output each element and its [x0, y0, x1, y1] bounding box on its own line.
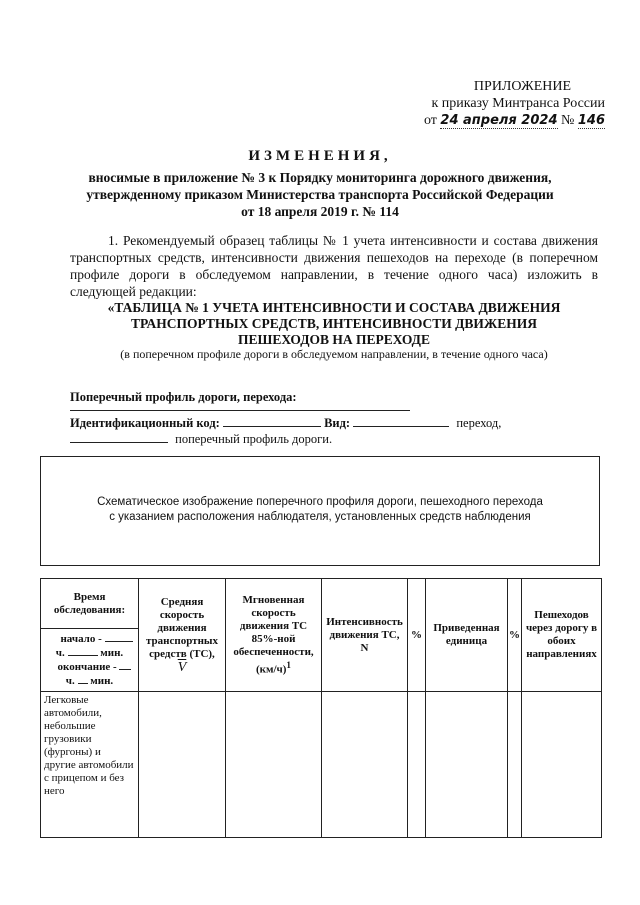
id-row [70, 414, 501, 431]
id-field-line [223, 414, 321, 427]
annex-number-label: № [561, 113, 575, 128]
monitoring-table [40, 578, 602, 838]
time-m2-label: мин. [90, 675, 114, 687]
annex-number-handwritten: 146 [577, 113, 605, 128]
col-speed-symbol: $\overline{V}$ [177, 659, 187, 675]
col-time-range [41, 629, 139, 692]
doc-subtitle-2: утвержденному приказом Министерства транспорта Российской Федерации [86, 187, 554, 202]
annex-block [400, 78, 605, 129]
time-start-line [105, 632, 133, 642]
row1-speed-cell [139, 692, 226, 838]
profile-label: Поперечный профиль дороги, перехода: [70, 390, 297, 404]
col-pct1-header: % [408, 579, 426, 692]
annex-date-line [400, 112, 605, 129]
row1-pct2-cell [508, 692, 522, 838]
col-intensity-header: Интенсивность движения ТС, N [322, 579, 408, 692]
table-header-row-1 [41, 579, 602, 629]
scheme-box [40, 456, 600, 566]
scheme-text-1: Схематическое изображение поперечного профиля дороги, пешеходного перехода [97, 496, 543, 508]
table-title-3: ПЕШЕХОДОВ НА ПЕРЕХОДЕ [238, 332, 430, 347]
time-h1-label: ч. [55, 647, 65, 659]
col-pedestrians-header: Пешеходов через дорогу в обоих направлениях [522, 579, 602, 692]
annex-line2: к приказу Минтранса России [431, 96, 605, 111]
paragraph-1 [70, 232, 598, 300]
row1-pct1-cell [408, 692, 426, 838]
col-time-header: Время обследования: [41, 579, 139, 629]
col-instant-header [226, 579, 322, 692]
id-label: Идентификационный код: [70, 416, 220, 430]
doc-subtitle-3: от 18 апреля 2019 г. № 114 [241, 204, 399, 219]
row1-pedestrians-cell [522, 692, 602, 838]
time-end-line [119, 660, 131, 670]
profile-field-line [70, 430, 168, 443]
col-reduced-header: Приведенная единица [426, 579, 508, 692]
time-start-label: начало - [60, 633, 102, 645]
col-instant-text: Мгновенная скорость движения ТС 85%-ной обеспеченности, (км/ч) [233, 593, 314, 676]
type-field-line [353, 414, 449, 427]
profile-row [70, 430, 332, 447]
time-m1-label: мин. [100, 647, 124, 659]
table-title-1: «ТАБЛИЦА № 1 УЧЕТА ИНТЕНСИВНОСТИ И СОСТАВА ДВИЖЕНИЯ [107, 300, 561, 315]
table-row [41, 692, 602, 838]
col-speed-text: Средняя скорость движения транспортных средств (ТС), [145, 595, 218, 660]
table-title-2: ТРАНСПОРТНЫХ СРЕДСТВ, ИНТЕНСИВНОСТИ ДВИЖЕНИЯ [130, 316, 538, 331]
paragraph-1-text: 1. Рекомендуемый образец таблицы № 1 учета интенсивности и состава движения транспортных средств, интенсивности движения пешеходов на переходе (в поперечном профиле дороги в обследуемом направлении, в течение одного часа) изложить в следующей редакции: [70, 233, 598, 299]
road-profile-text: поперечный профиль дороги. [175, 432, 333, 446]
col-pct2-header: % [508, 579, 522, 692]
crossing-text: переход, [456, 416, 502, 430]
table-title-note: (в поперечном профиле дороги в обследуемом направлении, в течение одного часа) [120, 347, 548, 361]
annex-from-label: от [423, 113, 437, 128]
time-end-label: окончание - [57, 661, 117, 673]
row1-instant-cell [226, 692, 322, 838]
annex-date-handwritten: 24 апреля 2024 [440, 113, 558, 128]
annex-title: ПРИЛОЖЕНИЕ [473, 79, 572, 94]
col-instant-sup: 1 [286, 659, 291, 670]
type-label: Вид: [324, 416, 351, 430]
scheme-text [41, 495, 599, 525]
col-speed-header [139, 579, 226, 692]
row1-reduced-cell [426, 692, 508, 838]
doc-subtitle-1: вносимые в приложение № 3 к Порядку мониторинга дорожного движения, [88, 170, 552, 185]
time-h1-line [68, 646, 98, 656]
profile-line [70, 410, 410, 411]
row1-intensity-cell [322, 692, 408, 838]
row1-category: Легковые автомобили, небольшие грузовики (фургоны) и другие автомобили с прицепом и без него [41, 692, 139, 838]
time-h2-label: ч. [65, 675, 75, 687]
doc-title: ИЗМЕНЕНИЯ, [248, 148, 392, 164]
scheme-text-2: с указанием расположения наблюдателя, установленных средств наблюдения [109, 511, 531, 523]
time-h2-line [78, 674, 88, 684]
